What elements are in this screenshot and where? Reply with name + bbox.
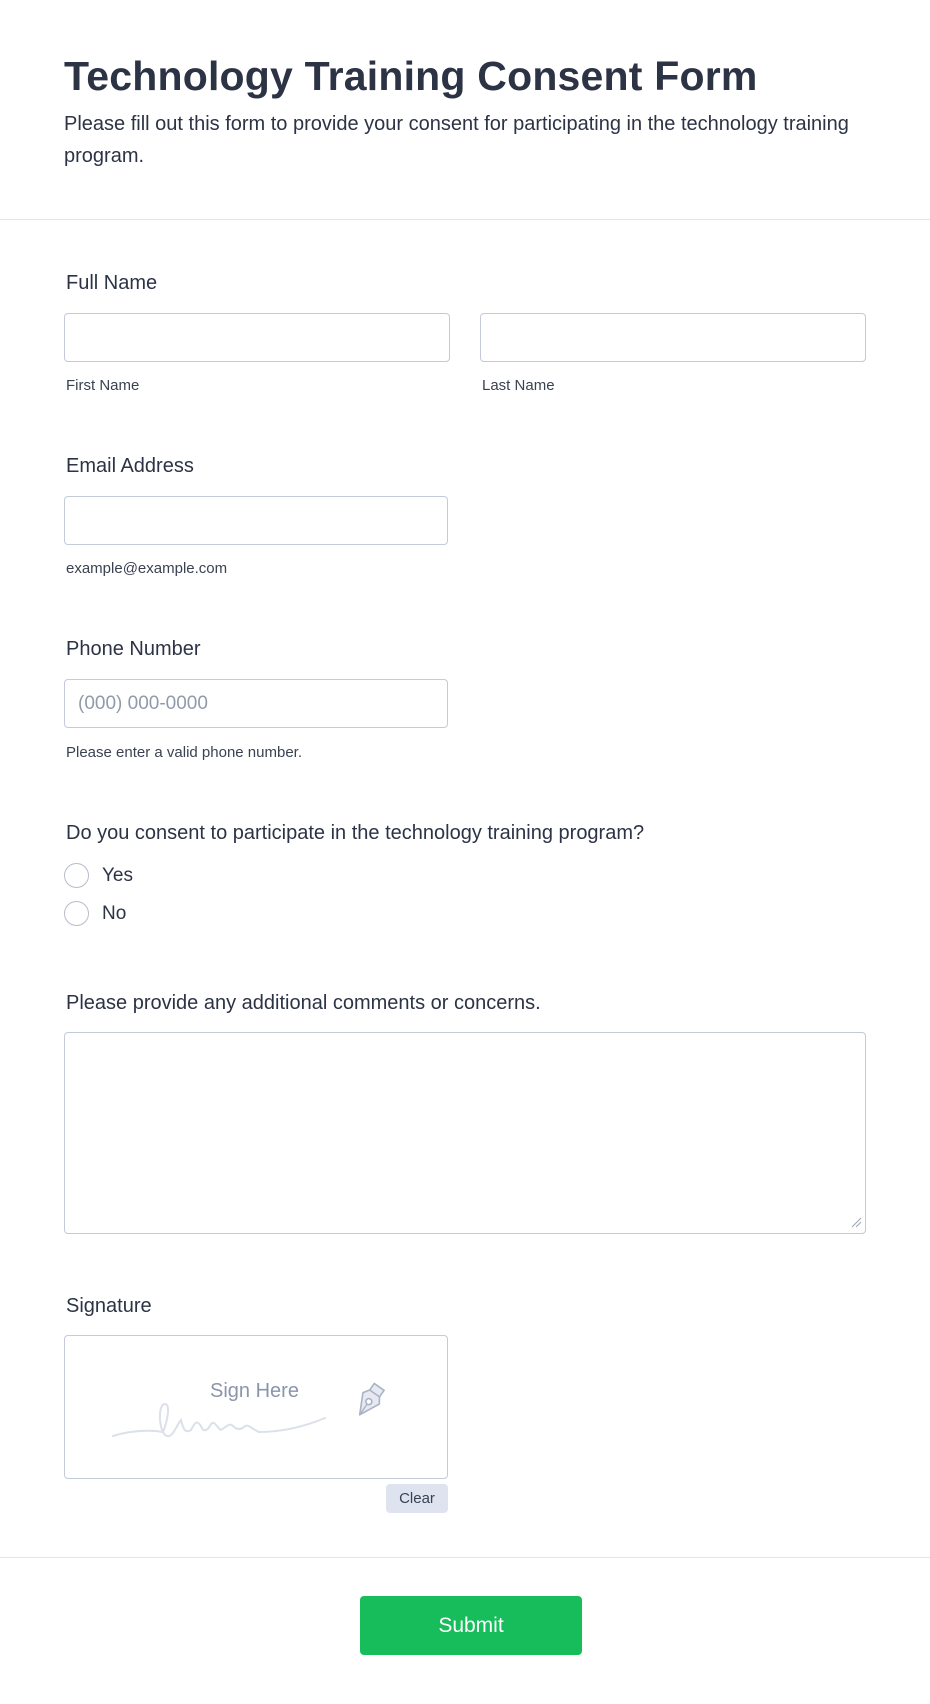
footer-divider — [0, 1557, 930, 1558]
radio-button-yes[interactable] — [64, 863, 89, 888]
phone-input[interactable] — [64, 679, 448, 728]
first-name-input[interactable] — [64, 313, 450, 362]
consent-question: Do you consent to participate in the technology training program? — [66, 822, 645, 844]
form-subtitle: Please fill out this form to provide your consent for participating in the technology training program. — [64, 113, 849, 167]
comments-label: Please provide any additional comments or concerns. — [66, 992, 541, 1014]
comments-textarea[interactable] — [64, 1032, 866, 1234]
submit-button[interactable]: Submit — [360, 1596, 582, 1655]
radio-label-no[interactable]: No — [102, 902, 127, 924]
sign-here-text: Sign Here — [210, 1380, 299, 1402]
email-label: Email Address — [66, 455, 194, 477]
signature-scribble-icon — [111, 1378, 343, 1448]
form-header — [0, 0, 930, 220]
email-input[interactable] — [64, 496, 448, 545]
email-sublabel: example@example.com — [66, 560, 228, 577]
first-name-sublabel: First Name — [66, 377, 140, 394]
last-name-input[interactable] — [480, 313, 866, 362]
radio-option-no[interactable] — [64, 901, 126, 926]
signature-pad[interactable] — [64, 1335, 448, 1479]
radio-option-yes[interactable] — [64, 863, 133, 888]
form-title: Technology Training Consent Form — [64, 53, 758, 99]
clear-signature-button[interactable]: Clear — [386, 1484, 448, 1513]
resize-grip-icon[interactable] — [850, 1216, 862, 1228]
phone-label: Phone Number — [66, 638, 201, 660]
radio-label-yes[interactable]: Yes — [102, 864, 133, 886]
signature-label: Signature — [66, 1295, 152, 1317]
full-name-label: Full Name — [66, 272, 158, 294]
phone-sublabel: Please enter a valid phone number. — [66, 744, 302, 761]
last-name-sublabel: Last Name — [482, 377, 555, 394]
radio-button-no[interactable] — [64, 901, 89, 926]
pen-nib-icon — [348, 1378, 392, 1422]
